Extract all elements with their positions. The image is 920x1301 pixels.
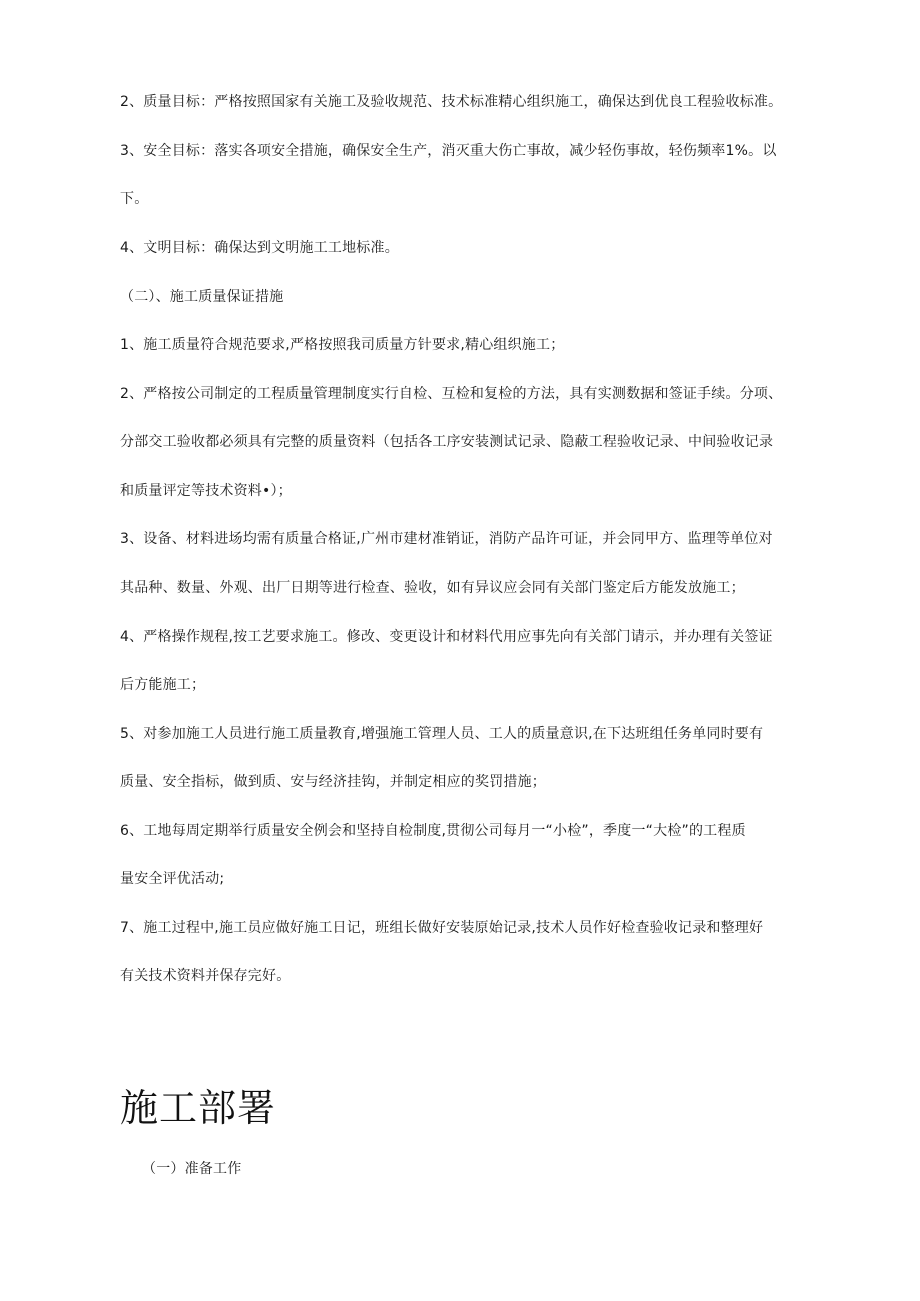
text-line-safety-goal: 3、安全目标：落实各项安全措施，确保安全生产，消灭重大伤亡事故，减少轻伤事故，轻伤频率1%。以 xyxy=(120,143,777,159)
subsection-heading: （一）准备工作 xyxy=(142,1161,242,1177)
text-line-measure-4-cont: 后方能施工； xyxy=(120,677,206,693)
text-line-measure-7-cont: 有关技术资料并保存完好。 xyxy=(120,968,291,984)
text-line-measure-7: 7、施工过程中,施工员应做好施工日记，班组长做好安装原始记录,技术人员作好检查验收记录和整理好 xyxy=(120,920,764,936)
text-line-measure-6-cont: 量安全评优活动; xyxy=(120,871,225,887)
text-line-measure-2-cont-2: 和质量评定等技术资料•）； xyxy=(120,483,292,499)
text-line-quality-goal: 2、质量目标：严格按照国家有关施工及验收规范、技术标准精心组织施工，确保达到优良工程验收标准。 xyxy=(120,94,783,110)
text-line-safety-goal-cont: 下。 xyxy=(120,191,149,207)
text-line-measure-2-cont-1: 分部交工验收都必须具有完整的质量资料（包括各工序安装测试记录、隐蔽工程验收记录、中间验收记录 xyxy=(120,434,774,450)
text-line-measure-5: 5、对参加施工人员进行施工质量教育,增强施工管理人员、工人的质量意识,在下达班组任务单同时要有 xyxy=(120,726,764,742)
text-line-civilized-goal: 4、文明目标：确保达到文明施工工地标准。 xyxy=(120,240,399,256)
text-line-measure-1: 1、施工质量符合规范要求,严格按照我司质量方针要求,精心组织施工； xyxy=(120,337,565,353)
text-line-measure-3: 3、设备、材料进场均需有质量合格证,广州市建材准销证，消防产品许可证，并会同甲方、监理等单位对 xyxy=(120,531,773,547)
text-line-measure-4: 4、严格操作规程,按工艺要求施工。修改、变更设计和材料代用应事先向有关部门请示，并办理有关签证 xyxy=(120,629,773,645)
text-line-measure-5-cont: 质量、安全指标，做到质、安与经济挂钩，并制定相应的奖罚措施； xyxy=(120,774,546,790)
text-line-measure-3-cont: 其品种、数量、外观、出厂日期等进行检查、验收，如有异议应会同有关部门鉴定后方能发放施工； xyxy=(120,580,745,596)
text-line-measure-6: 6、工地每周定期举行质量安全例会和坚持自检制度,贯彻公司每月一“小检”，季度一“大检”的工程质 xyxy=(120,823,746,839)
section-subtitle-quality-measures: （二）、施工质量保证措施 xyxy=(120,289,284,305)
text-line-measure-2: 2、严格按公司制定的工程质量管理制度实行自检、互检和复检的方法，具有实测数据和签证手续。分项、 xyxy=(120,386,783,402)
section-heading: 施工部署 xyxy=(120,1086,277,1130)
